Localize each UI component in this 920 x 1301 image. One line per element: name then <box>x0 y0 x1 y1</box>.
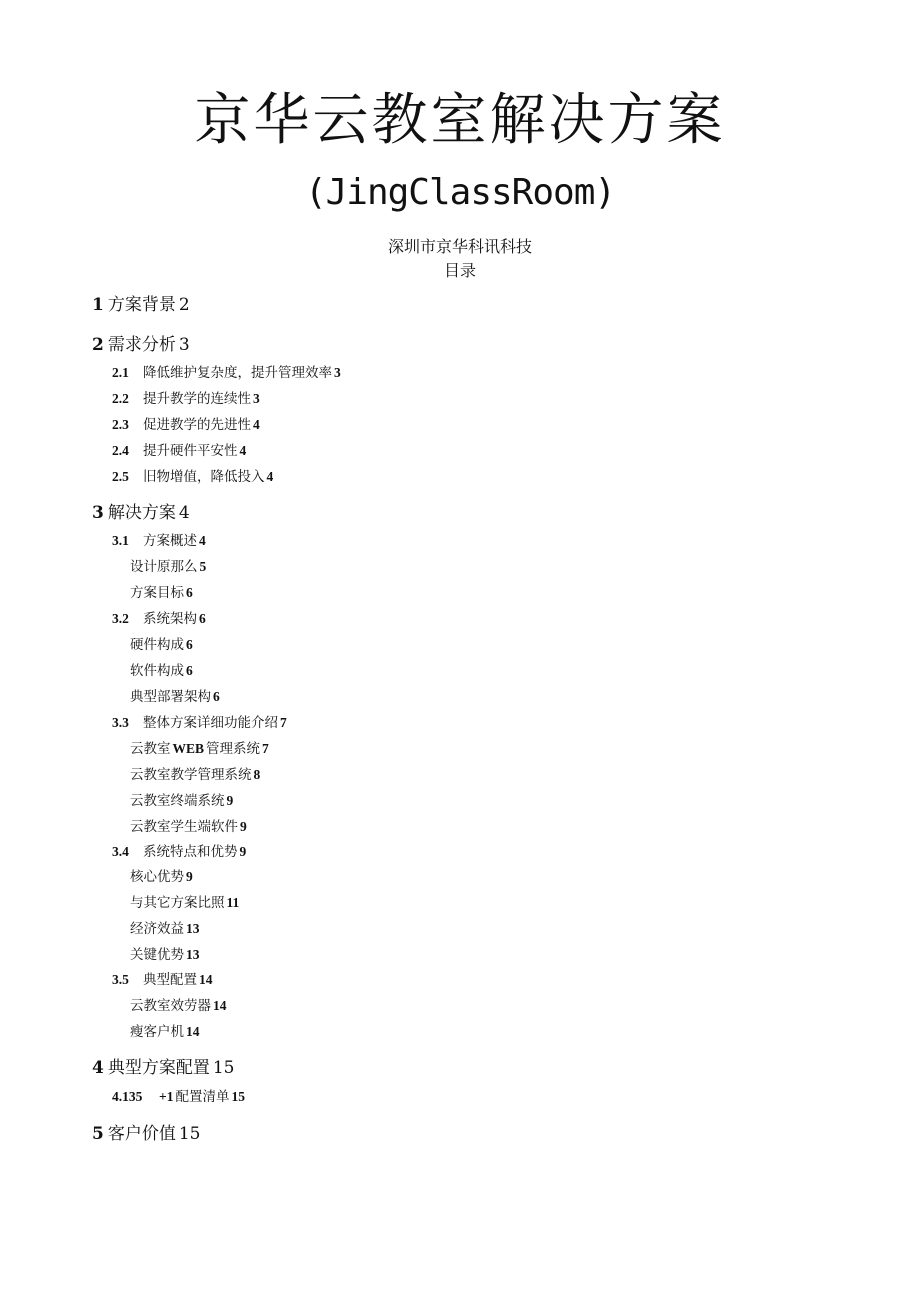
toc-entry-text: 方案概述 <box>143 533 197 548</box>
toc-entry-number: 3.5 <box>112 972 129 987</box>
company-name: 深圳市京华科讯科技 <box>387 237 532 256</box>
toc-entry-text: 典型方案配置 <box>107 1058 210 1078</box>
toc-entry-2-1[interactable] <box>112 364 341 382</box>
toc-entry-thin-client[interactable] <box>130 1023 200 1041</box>
toc-entry-web-management[interactable] <box>130 740 269 758</box>
toc-entry-text: 云教室学生端软件 <box>130 819 238 834</box>
toc-entry-text: 配置清单 <box>175 1089 230 1104</box>
toc-entry-number: 2.1 <box>112 365 129 380</box>
toc-entry-page: 7 <box>280 715 287 730</box>
toc-entry-text: 需求分析 <box>107 335 176 355</box>
toc-entry-number: 2.2 <box>112 391 129 406</box>
toc-entry-page: 15 <box>212 1058 235 1078</box>
toc-entry-text: 方案目标 <box>130 585 184 600</box>
toc-entry-number: 5 <box>92 1124 104 1144</box>
toc-entry-page: 4 <box>266 469 274 484</box>
toc-heading: 目录 <box>443 261 476 280</box>
toc-entry-page: 9 <box>186 869 193 884</box>
toc-entry-number: 1 <box>92 295 104 315</box>
toc-entry-solution-goals[interactable] <box>130 584 193 602</box>
toc-entry-text: 客户价值 <box>107 1124 176 1144</box>
toc-entry-text: 软件构成 <box>130 663 184 678</box>
toc-entry-2[interactable] <box>92 334 190 356</box>
toc-entry-text: 促进教学的先进性 <box>143 417 251 432</box>
toc-entry-page: 8 <box>253 767 261 782</box>
toc-entry-text: 典型部署架构 <box>130 689 211 704</box>
toc-entry-page: 14 <box>186 1024 200 1039</box>
toc-entry-3-1[interactable] <box>112 532 206 550</box>
toc-entry-page: 6 <box>186 663 193 678</box>
toc-entry-number: 2 <box>92 335 104 355</box>
toc-entry-number: 3.3 <box>112 715 129 730</box>
toc-entry-text-prefix: +1 <box>159 1089 174 1104</box>
toc-entry-text: 典型配置 <box>143 972 197 987</box>
toc-entry-1[interactable] <box>92 294 190 316</box>
toc-entry-text: 方案背景 <box>107 295 176 315</box>
toc-entry-number: 4.135 <box>112 1089 143 1104</box>
toc-entry-page: 4 <box>199 533 206 548</box>
toc-entry-page: 9 <box>240 819 247 834</box>
toc-entry-page: 6 <box>213 689 220 704</box>
toc-entry-page: 3 <box>334 365 341 380</box>
toc-entry-text: 设计原那么 <box>130 559 198 574</box>
toc-entry-server[interactable] <box>130 997 227 1015</box>
toc-entry-terminal-system[interactable] <box>130 792 233 810</box>
toc-entry-page: 3 <box>178 335 190 355</box>
toc-entry-3-4[interactable] <box>112 843 246 861</box>
toc-entry-number: 3.4 <box>112 844 129 859</box>
toc-entry-2-2[interactable] <box>112 390 260 408</box>
document-title: 京华云教室解决方案 <box>194 88 726 153</box>
toc-entry-hardware[interactable] <box>130 636 193 654</box>
toc-entry-number: 4 <box>92 1058 104 1078</box>
toc-entry-text: 提升教学的连续性 <box>143 391 251 406</box>
toc-entry-page: 9 <box>239 844 247 859</box>
toc-entry-text: 与其它方案比照 <box>130 895 225 910</box>
toc-entry-text: 提升硬件平安性 <box>143 443 238 458</box>
toc-entry-design-principles[interactable] <box>130 558 206 576</box>
toc-entry-text: 关键优势 <box>130 947 184 962</box>
toc-entry-software[interactable] <box>130 662 193 680</box>
toc-entry-page: 15 <box>231 1089 245 1104</box>
toc-entry-text: 瘦客户机 <box>130 1024 184 1039</box>
toc-entry-4[interactable] <box>92 1057 234 1079</box>
toc-entry-number: 2.3 <box>112 417 129 432</box>
toc-entry-3-5[interactable] <box>112 971 213 989</box>
toc-entry-text: 云教室教学管理系统 <box>130 767 252 782</box>
toc-entry-text: 经济效益 <box>130 921 184 936</box>
toc-entry-page: 4 <box>239 443 247 458</box>
toc-entry-page: 14 <box>213 998 227 1013</box>
toc-entry-page: 9 <box>226 793 234 808</box>
toc-entry-3-2[interactable] <box>112 610 206 628</box>
toc-entry-page: 15 <box>178 1124 201 1144</box>
toc-entry-student-software[interactable] <box>130 818 247 836</box>
toc-entry-core-advantages[interactable] <box>130 868 193 886</box>
toc-entry-text: 云教室 <box>130 741 171 756</box>
toc-entry-teaching-management[interactable] <box>130 766 260 784</box>
toc-entry-number: 3 <box>92 503 104 523</box>
toc-entry-comparison[interactable] <box>130 894 239 912</box>
toc-entry-page: 13 <box>186 947 200 962</box>
toc-entry-text-web: WEB <box>172 741 205 756</box>
toc-entry-text: 解决方案 <box>107 503 176 523</box>
toc-entry-5[interactable] <box>92 1123 200 1145</box>
toc-entry-3[interactable] <box>92 502 190 524</box>
toc-entry-text: 核心优势 <box>130 869 184 884</box>
toc-entry-page: 11 <box>226 895 240 910</box>
toc-entry-4-1[interactable] <box>112 1088 245 1106</box>
toc-entry-page: 4 <box>253 417 260 432</box>
toc-entry-2-5[interactable] <box>112 468 273 486</box>
toc-entry-3-3[interactable] <box>112 714 287 732</box>
toc-entry-page: 6 <box>199 611 206 626</box>
toc-entry-text: 整体方案详细功能介绍 <box>143 715 278 730</box>
toc-entry-page: 3 <box>253 391 260 406</box>
toc-entry-key-advantages[interactable] <box>130 946 200 964</box>
toc-entry-page: 14 <box>199 972 213 987</box>
toc-entry-number: 3.1 <box>112 533 129 548</box>
toc-entry-2-3[interactable] <box>112 416 260 434</box>
toc-entry-number: 2.4 <box>112 443 129 458</box>
toc-entry-page: 6 <box>186 585 193 600</box>
toc-entry-text: 旧物增值，降低投入 <box>143 469 265 484</box>
toc-entry-page: 13 <box>186 921 200 936</box>
toc-entry-2-4[interactable] <box>112 442 246 460</box>
toc-entry-page: 4 <box>178 503 190 523</box>
toc-entry-page: 2 <box>178 295 190 315</box>
toc-entry-text: 云教室终端系统 <box>130 793 225 808</box>
toc-entry-number: 2.5 <box>112 469 129 484</box>
toc-entry-page: 6 <box>186 637 193 652</box>
toc-entry-text: 系统架构 <box>143 611 197 626</box>
toc-entry-page: 5 <box>199 559 207 574</box>
toc-entry-text: 管理系统 <box>206 741 261 756</box>
toc-entry-economic-benefits[interactable] <box>130 920 200 938</box>
toc-entry-text: 云教室效劳器 <box>130 998 211 1013</box>
toc-entry-deployment[interactable] <box>130 688 220 706</box>
toc-entry-text: 硬件构成 <box>130 637 184 652</box>
toc-entry-page: 7 <box>262 741 269 756</box>
toc-entry-text: 降低维护复杂度，提升管理效率 <box>143 365 332 380</box>
toc-entry-number: 3.2 <box>112 611 129 626</box>
toc-entry-text: 系统特点和优势 <box>143 844 238 859</box>
document-subtitle: (JingClassRoom) <box>304 172 616 213</box>
